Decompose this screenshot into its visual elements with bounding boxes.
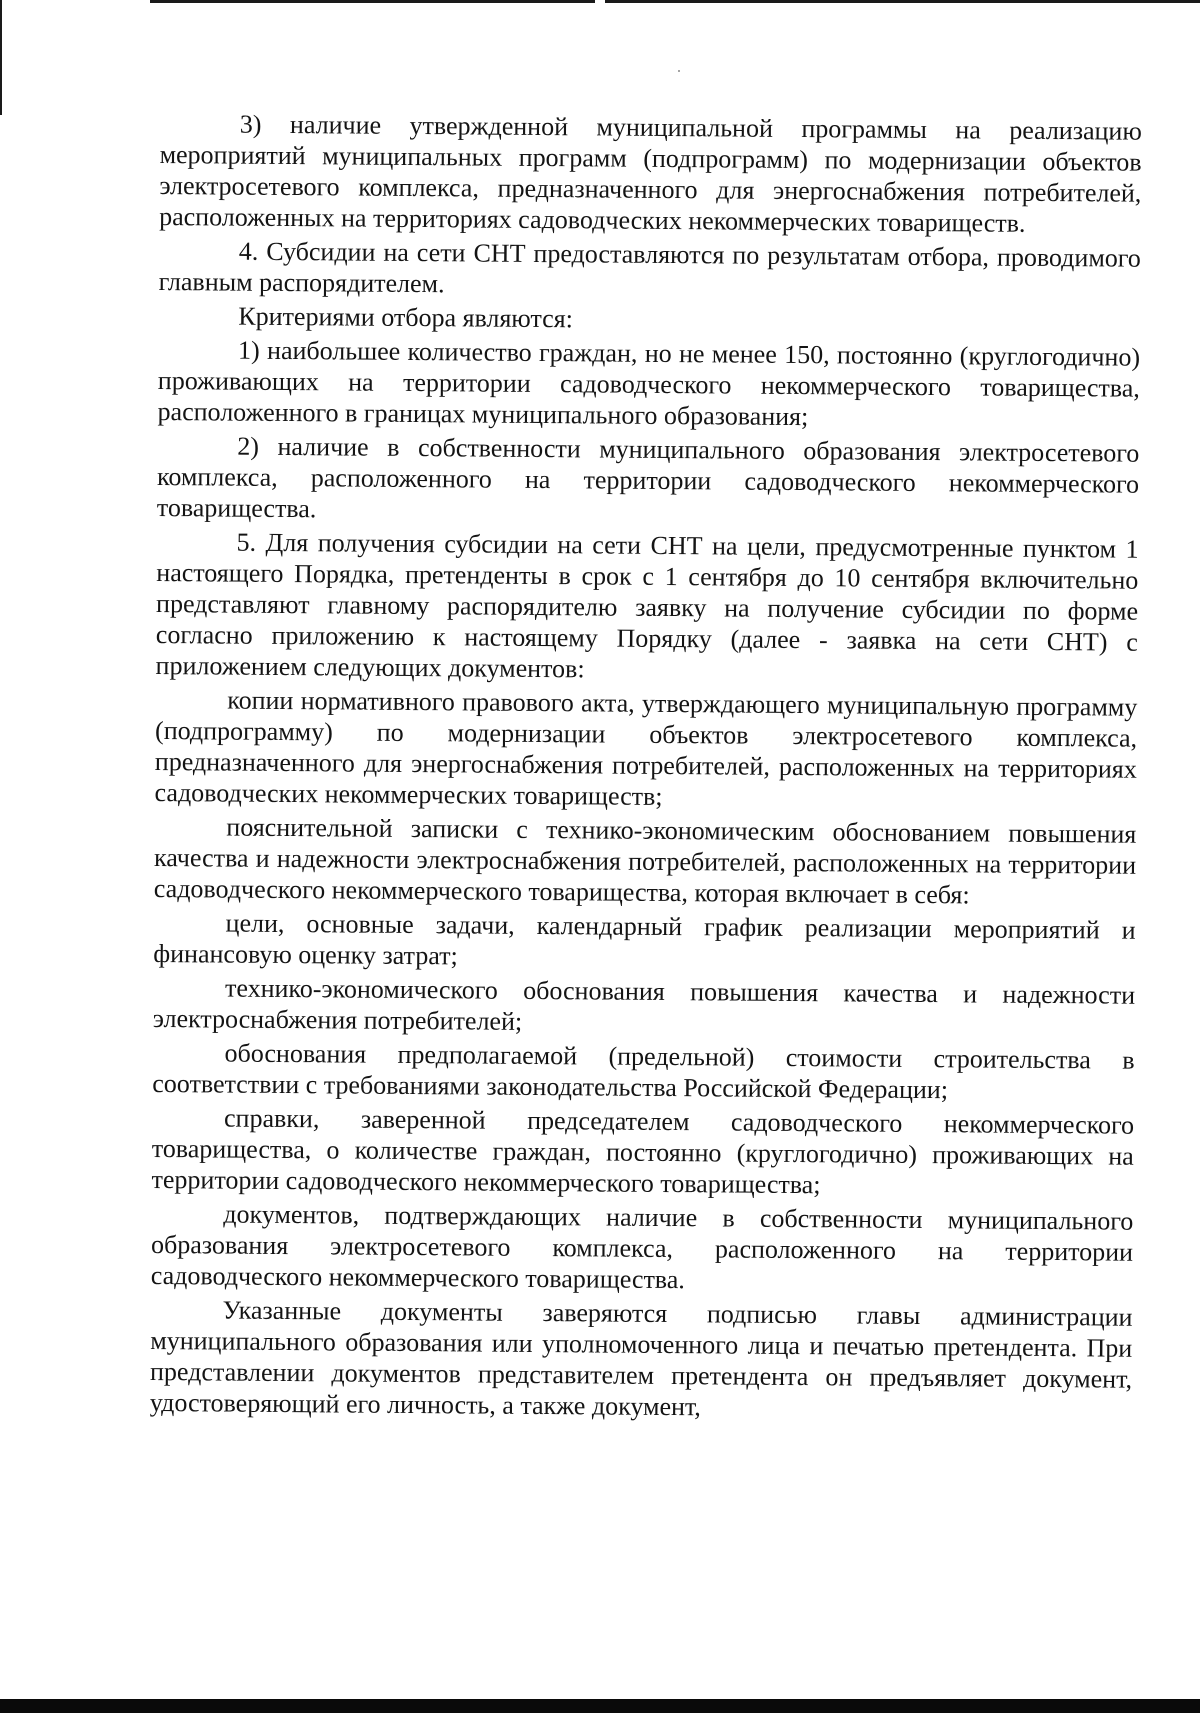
scan-border-bottom bbox=[0, 1699, 1200, 1713]
paragraph-certification: Указанные документы заверяются подписью главы администрации муниципального образования или уполномоченного лица и печатью претендента. При представлении документов представителем претендента он предъявляет документ, удостоверяющий его личность, а также документ, bbox=[149, 1295, 1133, 1422]
scan-border-top-left bbox=[150, 0, 595, 3]
paragraph-section-5: 5. Для получения субсидии на сети СНТ на цели, предусмотренные пунктом 1 настоящего Порядка, претенденты в срок с 1 сентября до 10 сентября включительно представляют главному распорядителю заявку на получение субсидии по форме согласно приложению к настоящему Порядку (далее - заявка на сети СНТ) с приложением следующих документов: bbox=[155, 527, 1139, 684]
paragraph-doc-chairman-certificate: справки, заверенной председателем садоводческого некоммерческого товарищества, о количестве граждан, постоянно (круглогодично) проживающих на территории садоводческого некоммерческого товарищества; bbox=[151, 1103, 1135, 1200]
paragraph-doc-explanatory-note: пояснительной записки с технико-экономическим обоснованием повышения качества и надежности электроснабжения потребителей, расположенных на территории садоводческого некоммерческого товарищества, которая включает в себя: bbox=[153, 812, 1137, 910]
paragraph-doc-feasibility: технико-экономического обоснования повышения качества и надежности электроснабжения потребителей; bbox=[152, 973, 1136, 1036]
document-page bbox=[150, 108, 1142, 1429]
paragraph-item-3: 3) наличие утвержденной муниципальной программы на реализацию мероприятий муниципальных программ (подпрограмм) по модернизации объектов электросетевого комплекса, предназначенного для энергоснабжения потребителей, расположенных на территориях садоводческих некоммерческих товариществ. bbox=[159, 109, 1142, 238]
paragraph-criterion-1: 1) наибольшее количество граждан, но не менее 150, постоянно (круглогодично) проживающих на территории садоводческого некоммерческого товарищества, расположенного в границах муниципального образования; bbox=[157, 335, 1141, 432]
paragraph-doc-cost-justification: обоснования предполагаемой (предельной) стоимости строительства в соответствии с требованиями законодательства Российской Федерации; bbox=[152, 1038, 1135, 1105]
scan-border-left bbox=[0, 0, 2, 115]
paragraph-section-4: 4. Субсидии на сети СНТ предоставляются по результатам отбора, проводимого главным распорядителем. bbox=[158, 236, 1141, 299]
scan-speck bbox=[678, 70, 680, 72]
scan-border-top-right bbox=[605, 0, 1200, 3]
paragraph-criterion-2: 2) наличие в собственности муниципального образования электросетевого комплекса, расположенного на территории садоводческого некоммерческого товарищества. bbox=[156, 431, 1140, 524]
paragraph-doc-goals: цели, основные задачи, календарный график реализации мероприятий и финансовую оценку затрат; bbox=[153, 908, 1136, 971]
paragraph-doc-ownership: документов, подтверждающих наличие в собственности муниципального образования электросетевого комплекса, расположенного на территории садоводческого некоммерческого товарищества. bbox=[150, 1199, 1134, 1295]
paragraph-doc-program-act: копии нормативного правового акта, утверждающего муниципальную программу (подпрограмму) по модернизации объектов электросетевого комплекса, предназначенного для энергоснабжения потребителей, расположенных на территориях садоводческих некоммерческих товариществ; bbox=[154, 685, 1138, 811]
paragraph-criteria-heading: Критериями отбора являются: bbox=[238, 301, 573, 334]
